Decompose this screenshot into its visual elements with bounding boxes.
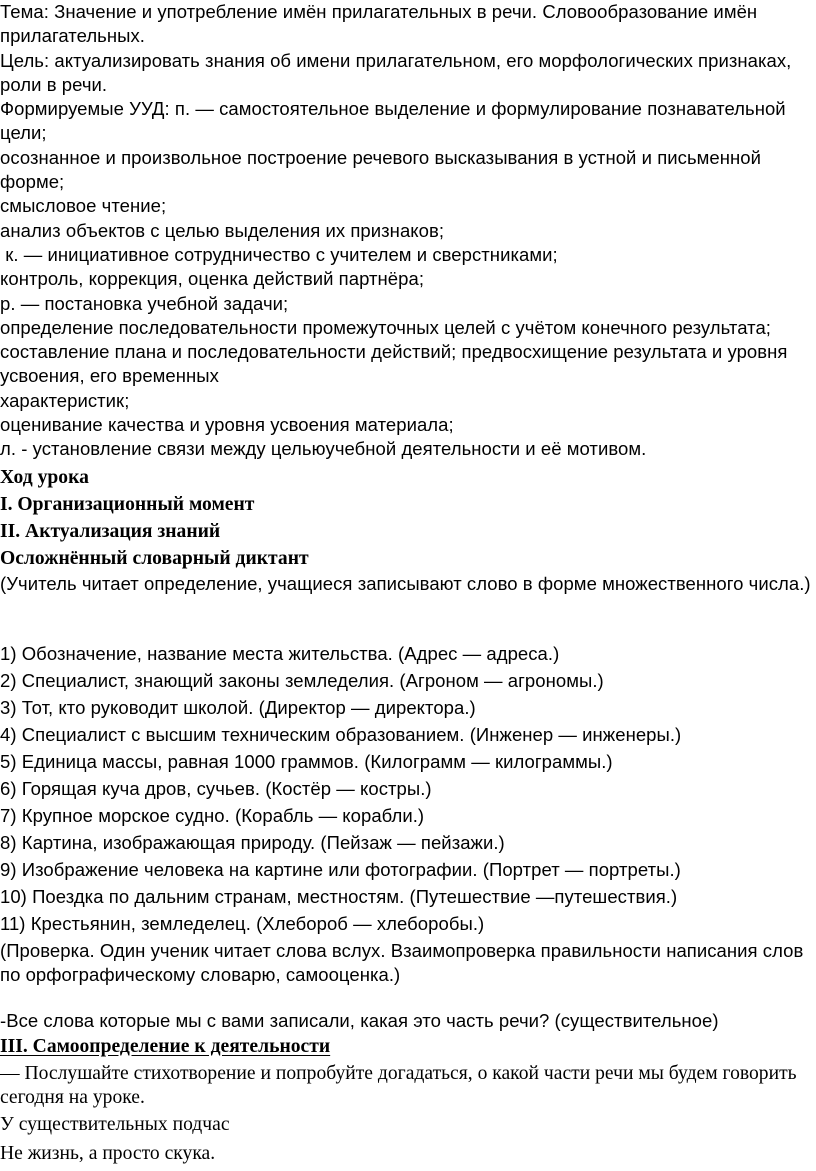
check-note: (Проверка. Один ученик читает слова вслух. Взаимопроверка правильности написания слов по орфографическому словарю, самооценка.): [0, 939, 809, 985]
uud-item: к. — инициативное сотрудничество с учителем и сверстниками;: [0, 244, 558, 265]
uud-title: Формируемые УУД: п. — самостоятельное выделение и формулирование познавательной цели;: [0, 98, 791, 144]
goal-line: Цель: актуализировать знания об имени прилагательном, его морфологических признаках, роли в речи.: [0, 49, 797, 95]
dictation-item: 4) Специалист с высшим техническим образованием. (Инженер — инженеры.): [0, 723, 682, 745]
dictation-item: 6) Горящая куча дров, сучьев. (Костёр — костры.): [0, 777, 432, 799]
stage-heading: III. Самоопределение к деятельности: [0, 1035, 331, 1057]
dictation-item: 9) Изображение человека на картине или фотографии. (Портрет — портреты.): [0, 858, 681, 880]
dictation-item: 10) Поездка по дальним странам, местностям. (Путешествие —путешествия.): [0, 885, 678, 907]
dictation-title: Осложнённый словарный диктант: [0, 547, 309, 569]
dictation-item: 2) Специалист, знающий законы земледелия. (Агроном — агрономы.): [0, 669, 604, 691]
uud-item: оценивание качества и уровня усвоения материала;: [0, 414, 454, 436]
uud-item: анализ объектов с целью выделения их признаков;: [0, 219, 445, 241]
dictation-item: 3) Тот, кто руководит школой. (Директор — директора.): [0, 696, 476, 718]
stage-heading: II. Актуализация знаний: [0, 520, 221, 542]
uud-item: контроль, коррекция, оценка действий партнёра;: [0, 268, 425, 290]
dictation-intro: (Учитель читает определение, учащиеся записывают слово в форме множественного числа.): [0, 572, 811, 594]
question-line: -Все слова которые мы с вами записали, какая это часть речи? (существительное): [0, 1009, 719, 1031]
uud-item: осознанное и произвольное построение речевого высказывания в устной и письменной форме;: [0, 146, 767, 193]
dictation-item: 1) Обозначение, название места жительства. (Адрес — адреса.): [0, 642, 560, 664]
dictation-item: 11) Крестьянин, земледелец. (Хлебороб — хлеборобы.): [0, 912, 485, 934]
dictation-item: 7) Крупное морское судно. (Корабль — корабли.): [0, 804, 425, 826]
topic-line: Тема: Значение и употребление имён прилагательных в речи. Словообразование имён прилагательных.: [0, 1, 763, 47]
dictation-item: 8) Картина, изображающая природу. (Пейзаж — пейзажи.): [0, 831, 505, 853]
poem-line: У существительных подчас: [0, 1113, 230, 1135]
uud-item: р. — постановка учебной задачи;: [0, 292, 289, 314]
stage3-text: — Послушайте стихотворение и попробуйте догадаться, о какой части речи мы будем говорить сегодня на уроке.: [0, 1062, 802, 1108]
uud-item: характеристик;: [0, 389, 130, 411]
lesson-title: Ход урока: [0, 466, 89, 488]
uud-item: л. - установление связи между цельюучебной деятельности и её мотивом.: [0, 438, 647, 460]
poem-line: Не жизнь, а просто скука.: [0, 1142, 216, 1164]
uud-item: определение последовательности промежуточных целей с учётом конечного результата; составление плана и последовательности действий; предвосхищение результата и уровня усвоения, его временных: [0, 316, 793, 387]
stage-heading: I. Организационный момент: [0, 493, 255, 515]
dictation-item: 5) Единица массы, равная 1000 граммов. (Килограмм — килограммы.): [0, 750, 613, 772]
uud-item: смысловое чтение;: [0, 195, 167, 217]
